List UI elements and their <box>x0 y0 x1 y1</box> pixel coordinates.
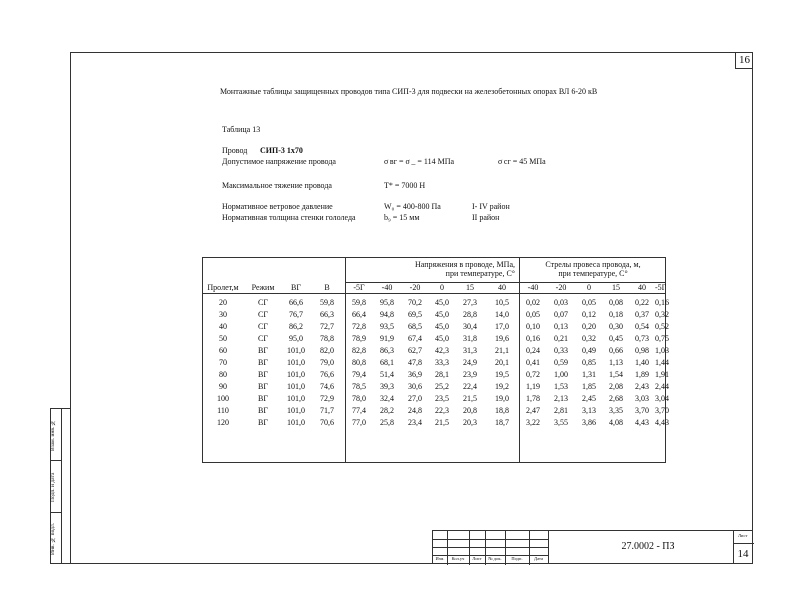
sag-group-line2: при температуре, С° <box>558 269 628 278</box>
table-cell: 2,47 <box>526 406 540 415</box>
table-cell: 3,22 <box>526 418 540 427</box>
table-cell: 3,35 <box>609 406 623 415</box>
table-cell: 0,75 <box>655 334 669 343</box>
table-cell: 0,03 <box>554 298 568 307</box>
table-cell: 72,8 <box>352 322 366 331</box>
table-cell: 0,85 <box>582 358 596 367</box>
table-cell: 70,6 <box>320 418 334 427</box>
table-cell: 0,21 <box>554 334 568 343</box>
table-cell: 1,85 <box>582 382 596 391</box>
table-row <box>203 357 669 369</box>
table-cell: 95,8 <box>380 298 394 307</box>
stamp-label: Подп. <box>511 556 523 561</box>
table-cell: 101,0 <box>287 370 305 379</box>
table-cell: 2,13 <box>554 394 568 403</box>
table-cell: 24,9 <box>463 358 477 367</box>
table-cell: 23,5 <box>435 394 449 403</box>
table-cell: 0,13 <box>554 322 568 331</box>
table-cell: 2,68 <box>609 394 623 403</box>
table-cell: 14,0 <box>495 310 509 319</box>
table-cell: 76,7 <box>289 310 303 319</box>
table-cell: 0,18 <box>609 310 623 319</box>
stress-value-1: σ вг = σ _ = 114 МПа <box>384 157 455 166</box>
table-cell: 69,5 <box>408 310 422 319</box>
table-cell: 1,89 <box>635 370 649 379</box>
document-title: Монтажные таблицы защищенных проводов типа СИП-3 для подвески на железобетонных опорах ВЛ 6-20 кВ <box>220 87 598 96</box>
stress-value-2: σ сг = 45 МПа <box>498 157 546 166</box>
table-cell: 1,54 <box>609 370 623 379</box>
table-row <box>203 381 669 393</box>
table-cell: 0,16 <box>526 334 540 343</box>
table-cell: 17,0 <box>495 322 509 331</box>
table-cell: 50 <box>219 334 227 343</box>
table-cell: 120 <box>217 418 229 427</box>
table-cell: 76,6 <box>320 370 334 379</box>
table-cell: 68,1 <box>380 358 394 367</box>
column-header: 15 <box>612 283 620 292</box>
table-cell: 0,22 <box>635 298 649 307</box>
wind-label: Нормативное ветровое давление <box>222 202 333 211</box>
wind-value: W₀ = 400-800 Па <box>384 202 441 211</box>
table-cell: 18,7 <box>495 418 509 427</box>
table-cell: 80,8 <box>352 358 366 367</box>
table-cell: 90 <box>219 382 227 391</box>
table-cell: 70,2 <box>408 298 422 307</box>
table-cell: 0,20 <box>582 322 596 331</box>
table-cell: 2,43 <box>635 382 649 391</box>
table-cell: 24,8 <box>408 406 422 415</box>
column-header: В <box>324 283 330 292</box>
table-cell: 27,3 <box>463 298 477 307</box>
sheet-label: Лист <box>738 533 748 538</box>
table-cell: 3,13 <box>582 406 596 415</box>
table-cell: 30 <box>219 310 227 319</box>
table-cell: 2,81 <box>554 406 568 415</box>
stress-group-line2: при температуре, С° <box>445 269 515 278</box>
tension-label: Максимальное тяжение провода <box>222 181 332 190</box>
table-cell: СГ <box>258 334 268 343</box>
table-cell: 20,3 <box>463 418 477 427</box>
table-cell: ВГ <box>258 394 268 403</box>
table-cell: 94,8 <box>380 310 394 319</box>
table-cell: 23,9 <box>463 370 477 379</box>
side-stamp-replace: Взам. инв. № <box>50 419 56 451</box>
table-cell: 78,0 <box>352 394 366 403</box>
table-cell: 28,8 <box>463 310 477 319</box>
table-cell: 78,8 <box>320 334 334 343</box>
side-stamp-sign: Подп. и дата <box>50 472 56 502</box>
table-cell: 66,3 <box>320 310 334 319</box>
table-cell: 1,03 <box>655 346 669 355</box>
table-cell: ВГ <box>258 382 268 391</box>
table-cell: 45,0 <box>435 334 449 343</box>
wire-value: СИП-3 1х70 <box>260 146 303 155</box>
table-cell: 93,5 <box>380 322 394 331</box>
table-cell: 0,12 <box>582 310 596 319</box>
table-cell: 20 <box>219 298 227 307</box>
table-row <box>203 405 669 417</box>
column-header: -40 <box>381 283 393 292</box>
table-cell: 0,49 <box>582 346 596 355</box>
table-cell: 0,41 <box>526 358 540 367</box>
table-row <box>203 417 669 429</box>
column-header: 0 <box>440 283 444 292</box>
stamp-label: Дата <box>534 556 543 561</box>
table-cell: 101,0 <box>287 346 305 355</box>
table-cell: 0,08 <box>609 298 623 307</box>
table-cell: 45,0 <box>435 310 449 319</box>
table-cell: 4,43 <box>655 418 669 427</box>
table-cell: 51,4 <box>380 370 394 379</box>
table-cell: 0,33 <box>554 346 568 355</box>
table-cell: 20,8 <box>463 406 477 415</box>
stamp-label: Лист <box>472 556 482 561</box>
table-cell: 59,8 <box>320 298 334 307</box>
column-header: 15 <box>466 283 474 292</box>
column-header: -5Г <box>655 283 667 292</box>
table-cell: 28,1 <box>435 370 449 379</box>
stress-label: Допустимое напряжение провода <box>222 157 336 166</box>
table-cell: 79,0 <box>320 358 334 367</box>
table-cell: 3,04 <box>655 394 669 403</box>
table-cell: ВГ <box>258 370 268 379</box>
table-cell: ВГ <box>258 346 268 355</box>
table-cell: СГ <box>258 298 268 307</box>
table-cell: 68,5 <box>408 322 422 331</box>
side-stamp-inv: Инв. № подл. <box>50 522 56 556</box>
table-cell: 0,16 <box>655 298 669 307</box>
table-cell: 71,7 <box>320 406 334 415</box>
table-cell: 86,3 <box>380 346 394 355</box>
table-cell: 3,86 <box>582 418 596 427</box>
document-code: 27.0002 - ПЗ <box>621 541 675 552</box>
sag-table <box>202 257 669 463</box>
table-cell: 0,54 <box>635 322 649 331</box>
table-cell: 1,44 <box>655 358 669 367</box>
table-cell: 0,72 <box>526 370 540 379</box>
table-cell: 1,53 <box>554 382 568 391</box>
table-cell: 19,6 <box>495 334 509 343</box>
table-cell: 20,1 <box>495 358 509 367</box>
table-cell: 101,0 <box>287 382 305 391</box>
table-cell: 21,1 <box>495 346 509 355</box>
table-cell: 25,2 <box>435 382 449 391</box>
table-cell: 32,4 <box>380 394 394 403</box>
table-cell: 77,4 <box>352 406 366 415</box>
table-cell: 3,70 <box>635 406 649 415</box>
table-cell: 3,70 <box>655 406 669 415</box>
table-row <box>203 333 669 345</box>
page-number-top: 16 <box>735 52 753 69</box>
column-header: Пролет,м <box>207 283 239 292</box>
table-cell: 28,2 <box>380 406 394 415</box>
table-row <box>203 321 669 333</box>
table-cell: 23,4 <box>408 418 422 427</box>
table-cell: 27,0 <box>408 394 422 403</box>
table-cell: 78,5 <box>352 382 366 391</box>
table-cell: 4,43 <box>635 418 649 427</box>
table-row <box>203 309 669 321</box>
table-cell: 0,24 <box>526 346 540 355</box>
table-cell: 79,4 <box>352 370 366 379</box>
table-cell: 110 <box>217 406 229 415</box>
table-cell: 62,7 <box>408 346 422 355</box>
stamp-label: Кол.уч <box>451 556 465 561</box>
column-header: -20 <box>555 283 567 292</box>
table-cell: 19,5 <box>495 370 509 379</box>
table-cell: 77,0 <box>352 418 366 427</box>
table-cell: 95,0 <box>289 334 303 343</box>
table-cell: 30,6 <box>408 382 422 391</box>
column-header: ВГ <box>291 283 301 292</box>
table-cell: 4,08 <box>609 418 623 427</box>
wind-region: I- IV район <box>472 202 510 211</box>
table-cell: 31,8 <box>463 334 477 343</box>
table-row <box>203 297 669 309</box>
tension-value: Т* = 7000 Н <box>384 181 426 190</box>
stamp-label: № док. <box>488 556 502 561</box>
table-cell: 101,0 <box>287 358 305 367</box>
table-cell: 78,9 <box>352 334 366 343</box>
table-cell: 0,66 <box>609 346 623 355</box>
table-cell: 66,6 <box>289 298 303 307</box>
title-block <box>432 530 753 564</box>
table-cell: 36,9 <box>408 370 422 379</box>
table-cell: 3,55 <box>554 418 568 427</box>
table-cell: 1,00 <box>554 370 568 379</box>
table-cell: 0,32 <box>655 310 669 319</box>
table-cell: 101,0 <box>287 418 305 427</box>
table-cell: 42,3 <box>435 346 449 355</box>
table-cell: 0,59 <box>554 358 568 367</box>
table-cell: 0,05 <box>582 298 596 307</box>
table-cell: ВГ <box>258 418 268 427</box>
table-cell: 82,0 <box>320 346 334 355</box>
table-cell: 22,4 <box>463 382 477 391</box>
table-cell: 0,37 <box>635 310 649 319</box>
table-cell: 0,52 <box>655 322 669 331</box>
table-row <box>203 393 669 405</box>
table-cell: 80 <box>219 370 227 379</box>
table-cell: 47,8 <box>408 358 422 367</box>
table-row <box>203 369 669 381</box>
table-row <box>203 345 669 357</box>
table-cell: 67,4 <box>408 334 422 343</box>
sheet-number: 14 <box>737 548 749 560</box>
table-cell: ВГ <box>258 406 268 415</box>
table-cell: 1,31 <box>582 370 596 379</box>
table-cell: 1,78 <box>526 394 540 403</box>
column-header: 40 <box>498 283 506 292</box>
table-cell: СГ <box>258 322 268 331</box>
table-cell: 74,6 <box>320 382 334 391</box>
table-cell: 0,32 <box>582 334 596 343</box>
table-label: Таблица 13 <box>222 125 261 134</box>
table-cell: 2,44 <box>655 382 669 391</box>
table-cell: 10,5 <box>495 298 509 307</box>
table-cell: 0,45 <box>609 334 623 343</box>
side-stamp <box>50 408 70 564</box>
table-cell: 1,19 <box>526 382 540 391</box>
table-cell: 0,02 <box>526 298 540 307</box>
sag-group-line1: Стрелы провеса провода, м, <box>545 260 641 269</box>
table-cell: 19,0 <box>495 394 509 403</box>
table-cell: 82,8 <box>352 346 366 355</box>
table-cell: 22,3 <box>435 406 449 415</box>
table-cell: 21,5 <box>463 394 477 403</box>
table-cell: 72,9 <box>320 394 334 403</box>
column-header: 40 <box>638 283 646 292</box>
table-cell: 101,0 <box>287 394 305 403</box>
table-cell: 31,3 <box>463 346 477 355</box>
table-cell: 60 <box>219 346 227 355</box>
table-cell: 30,4 <box>463 322 477 331</box>
ice-region: II район <box>472 213 500 222</box>
table-cell: 91,9 <box>380 334 394 343</box>
table-cell: 39,3 <box>380 382 394 391</box>
stress-group-line1: Напряжения в проводе, МПа, <box>414 260 515 269</box>
table-cell: 1,13 <box>609 358 623 367</box>
table-cell: 100 <box>217 394 229 403</box>
table-cell: 0,10 <box>526 322 540 331</box>
table-cell: 25,8 <box>380 418 394 427</box>
table-cell: 2,08 <box>609 382 623 391</box>
table-cell: СГ <box>258 310 268 319</box>
table-cell: 1,40 <box>635 358 649 367</box>
table-cell: 0,73 <box>635 334 649 343</box>
table-cell: 19,2 <box>495 382 509 391</box>
table-cell: 86,2 <box>289 322 303 331</box>
table-cell: 0,05 <box>526 310 540 319</box>
table-cell: 2,45 <box>582 394 596 403</box>
ice-label: Нормативная толщина стенки гололеда <box>222 213 356 222</box>
column-header: 0 <box>587 283 591 292</box>
stamp-label: Изм. <box>435 556 445 561</box>
column-header: Режим <box>251 283 275 292</box>
table-cell: 0,98 <box>635 346 649 355</box>
table-cell: 72,7 <box>320 322 334 331</box>
ice-value: b₉ = 15 мм <box>384 213 420 222</box>
table-cell: 66,4 <box>352 310 366 319</box>
column-header: -20 <box>409 283 421 292</box>
table-cell: 0,07 <box>554 310 568 319</box>
table-cell: 40 <box>219 322 227 331</box>
table-cell: 0,30 <box>609 322 623 331</box>
table-cell: 18,8 <box>495 406 509 415</box>
wire-label: Провод <box>222 146 248 155</box>
table-cell: 70 <box>219 358 227 367</box>
table-cell: 1,91 <box>655 370 669 379</box>
column-header: -40 <box>527 283 539 292</box>
table-cell: 45,0 <box>435 298 449 307</box>
column-header: -5Г <box>353 283 365 292</box>
table-cell: 101,0 <box>287 406 305 415</box>
table-cell: 45,0 <box>435 322 449 331</box>
table-cell: 21,5 <box>435 418 449 427</box>
table-cell: 33,3 <box>435 358 449 367</box>
table-cell: 59,8 <box>352 298 366 307</box>
table-cell: 3,03 <box>635 394 649 403</box>
table-cell: ВГ <box>258 358 268 367</box>
